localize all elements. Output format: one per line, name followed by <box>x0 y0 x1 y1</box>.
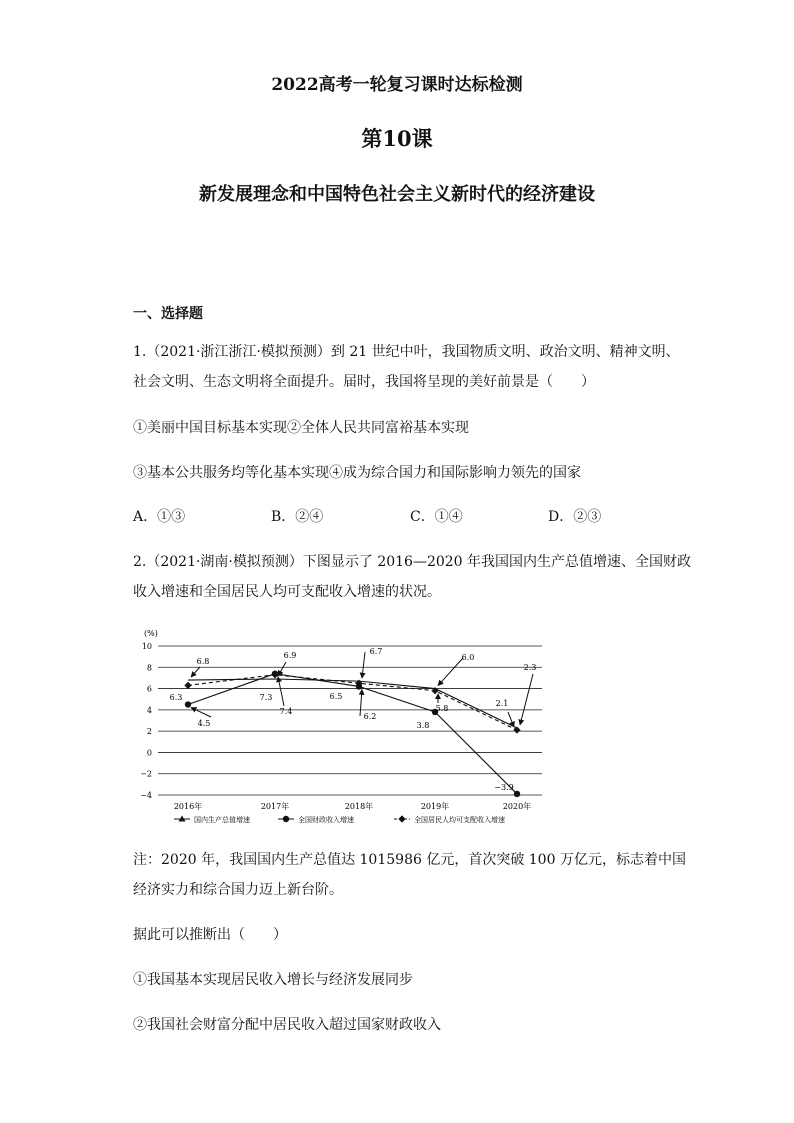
callout-arrow <box>278 662 286 676</box>
data-label: 6.3 <box>169 693 183 702</box>
callout-arrow <box>191 667 200 677</box>
circle-marker <box>514 791 520 797</box>
q2-note-line2: 经济实力和综合国力迈上新台阶。 <box>133 882 343 898</box>
data-label: 6.2 <box>363 712 377 721</box>
legend-label: 全国财政收入增速 <box>298 816 354 824</box>
q1-items-3-4: ③基本公共服务均等化基本实现④成为综合国力和国际影响力领先的国家 <box>133 465 581 481</box>
circle-marker <box>283 816 289 822</box>
callout-arrow <box>191 708 211 717</box>
y-tick-label: 2 <box>146 727 152 737</box>
q1-option-a[interactable]: A．①③ <box>133 509 186 525</box>
chart-gridlines <box>158 646 542 795</box>
q2-question: 据此可以推断出（ ） <box>133 927 287 943</box>
chart-y-axis <box>140 642 152 800</box>
x-tick-label: 2019年 <box>420 802 450 811</box>
x-tick-label: 2017年 <box>260 802 290 811</box>
chart-x-axis <box>174 801 531 811</box>
q2-note-line1: 注：2020 年，我国国内生产总值达 1015986 亿元，首次突破 100 万亿元，标志着中国 <box>133 852 686 868</box>
data-label: 6.8 <box>196 657 210 666</box>
q1-stem-line2: 社会文明、生态文明将全面提升。届时，我国将呈现的美好前景是（ ） <box>133 374 595 390</box>
q2-stem-line1: 2.（2021·湖南·模拟预测）下图显示了 2016—2020 年我国国内生产总值增速、全国财政 <box>133 554 692 570</box>
circle-marker <box>185 701 191 707</box>
diamond-marker <box>184 682 191 689</box>
data-label: 5.8 <box>435 704 449 713</box>
callout-arrow <box>278 677 284 706</box>
data-label: 2.1 <box>495 699 509 708</box>
data-label: 6.0 <box>461 653 475 662</box>
data-label: 7.3 <box>259 693 273 702</box>
growth-line-chart <box>128 622 552 832</box>
x-tick-label: 2018年 <box>344 802 374 811</box>
callout-arrow <box>360 689 362 716</box>
y-tick-label: −2 <box>140 769 152 779</box>
y-tick-label: 0 <box>146 748 152 758</box>
lesson-title: 第10课 <box>361 126 433 151</box>
section-heading: 一、选择题 <box>133 306 203 322</box>
series-line <box>188 679 517 728</box>
data-label: 7.4 <box>279 707 293 716</box>
legend-label: 国内生产总值增速 <box>194 816 250 824</box>
y-tick-label: 8 <box>146 663 152 673</box>
x-tick-label: 2020年 <box>502 802 532 811</box>
q2-item-2: ②我国社会财富分配中居民收入超过国家财政收入 <box>133 1017 441 1033</box>
data-label: −3.9 <box>494 783 514 792</box>
chart-series <box>184 670 520 797</box>
y-tick-label: −4 <box>140 791 152 800</box>
data-label: 4.5 <box>197 719 211 728</box>
data-label: 3.8 <box>416 721 430 730</box>
doc-title: 2022高考一轮复习课时达标检测 <box>271 75 523 95</box>
diamond-marker <box>513 726 520 733</box>
callout-arrow <box>362 652 365 678</box>
q1-option-b[interactable]: B．②④ <box>271 509 324 525</box>
y-tick-label: 6 <box>146 684 152 694</box>
y-tick-label: 10 <box>141 642 152 651</box>
q1-option-c[interactable]: C．①④ <box>410 509 463 525</box>
data-label: 6.9 <box>283 651 297 660</box>
data-label: 6.7 <box>369 647 383 656</box>
chart-unit-label: (%) <box>144 629 158 638</box>
chart-callouts <box>170 647 537 792</box>
lesson-subtitle: 新发展理念和中国特色社会主义新时代的经济建设 <box>199 184 595 205</box>
y-tick-label: 4 <box>146 705 152 715</box>
x-tick-label: 2016年 <box>173 802 203 811</box>
q1-stem-line1: 1.（2021·浙江浙江·模拟预测）到 21 世纪中叶，我国物质文明、政治文明、精神文明、 <box>133 344 680 360</box>
series-line <box>188 674 517 794</box>
diamond-marker <box>398 815 405 822</box>
series-line <box>188 675 517 730</box>
callout-arrow <box>520 674 533 725</box>
legend-label: 全国居民人均可支配收入增速 <box>414 816 505 824</box>
data-label: 6.5 <box>329 692 343 701</box>
q2-stem-line2: 收入增速和全国居民人均可支配收入增速的状况。 <box>133 584 441 600</box>
q2-item-1: ①我国基本实现居民收入增长与经济发展同步 <box>133 972 413 988</box>
q1-option-d[interactable]: D．②③ <box>548 509 602 525</box>
q1-items-1-2: ①美丽中国目标基本实现②全体人民共同富裕基本实现 <box>133 420 469 436</box>
callout-arrow <box>438 658 463 686</box>
chart-legend <box>174 815 505 824</box>
data-label: 2.3 <box>523 663 537 672</box>
